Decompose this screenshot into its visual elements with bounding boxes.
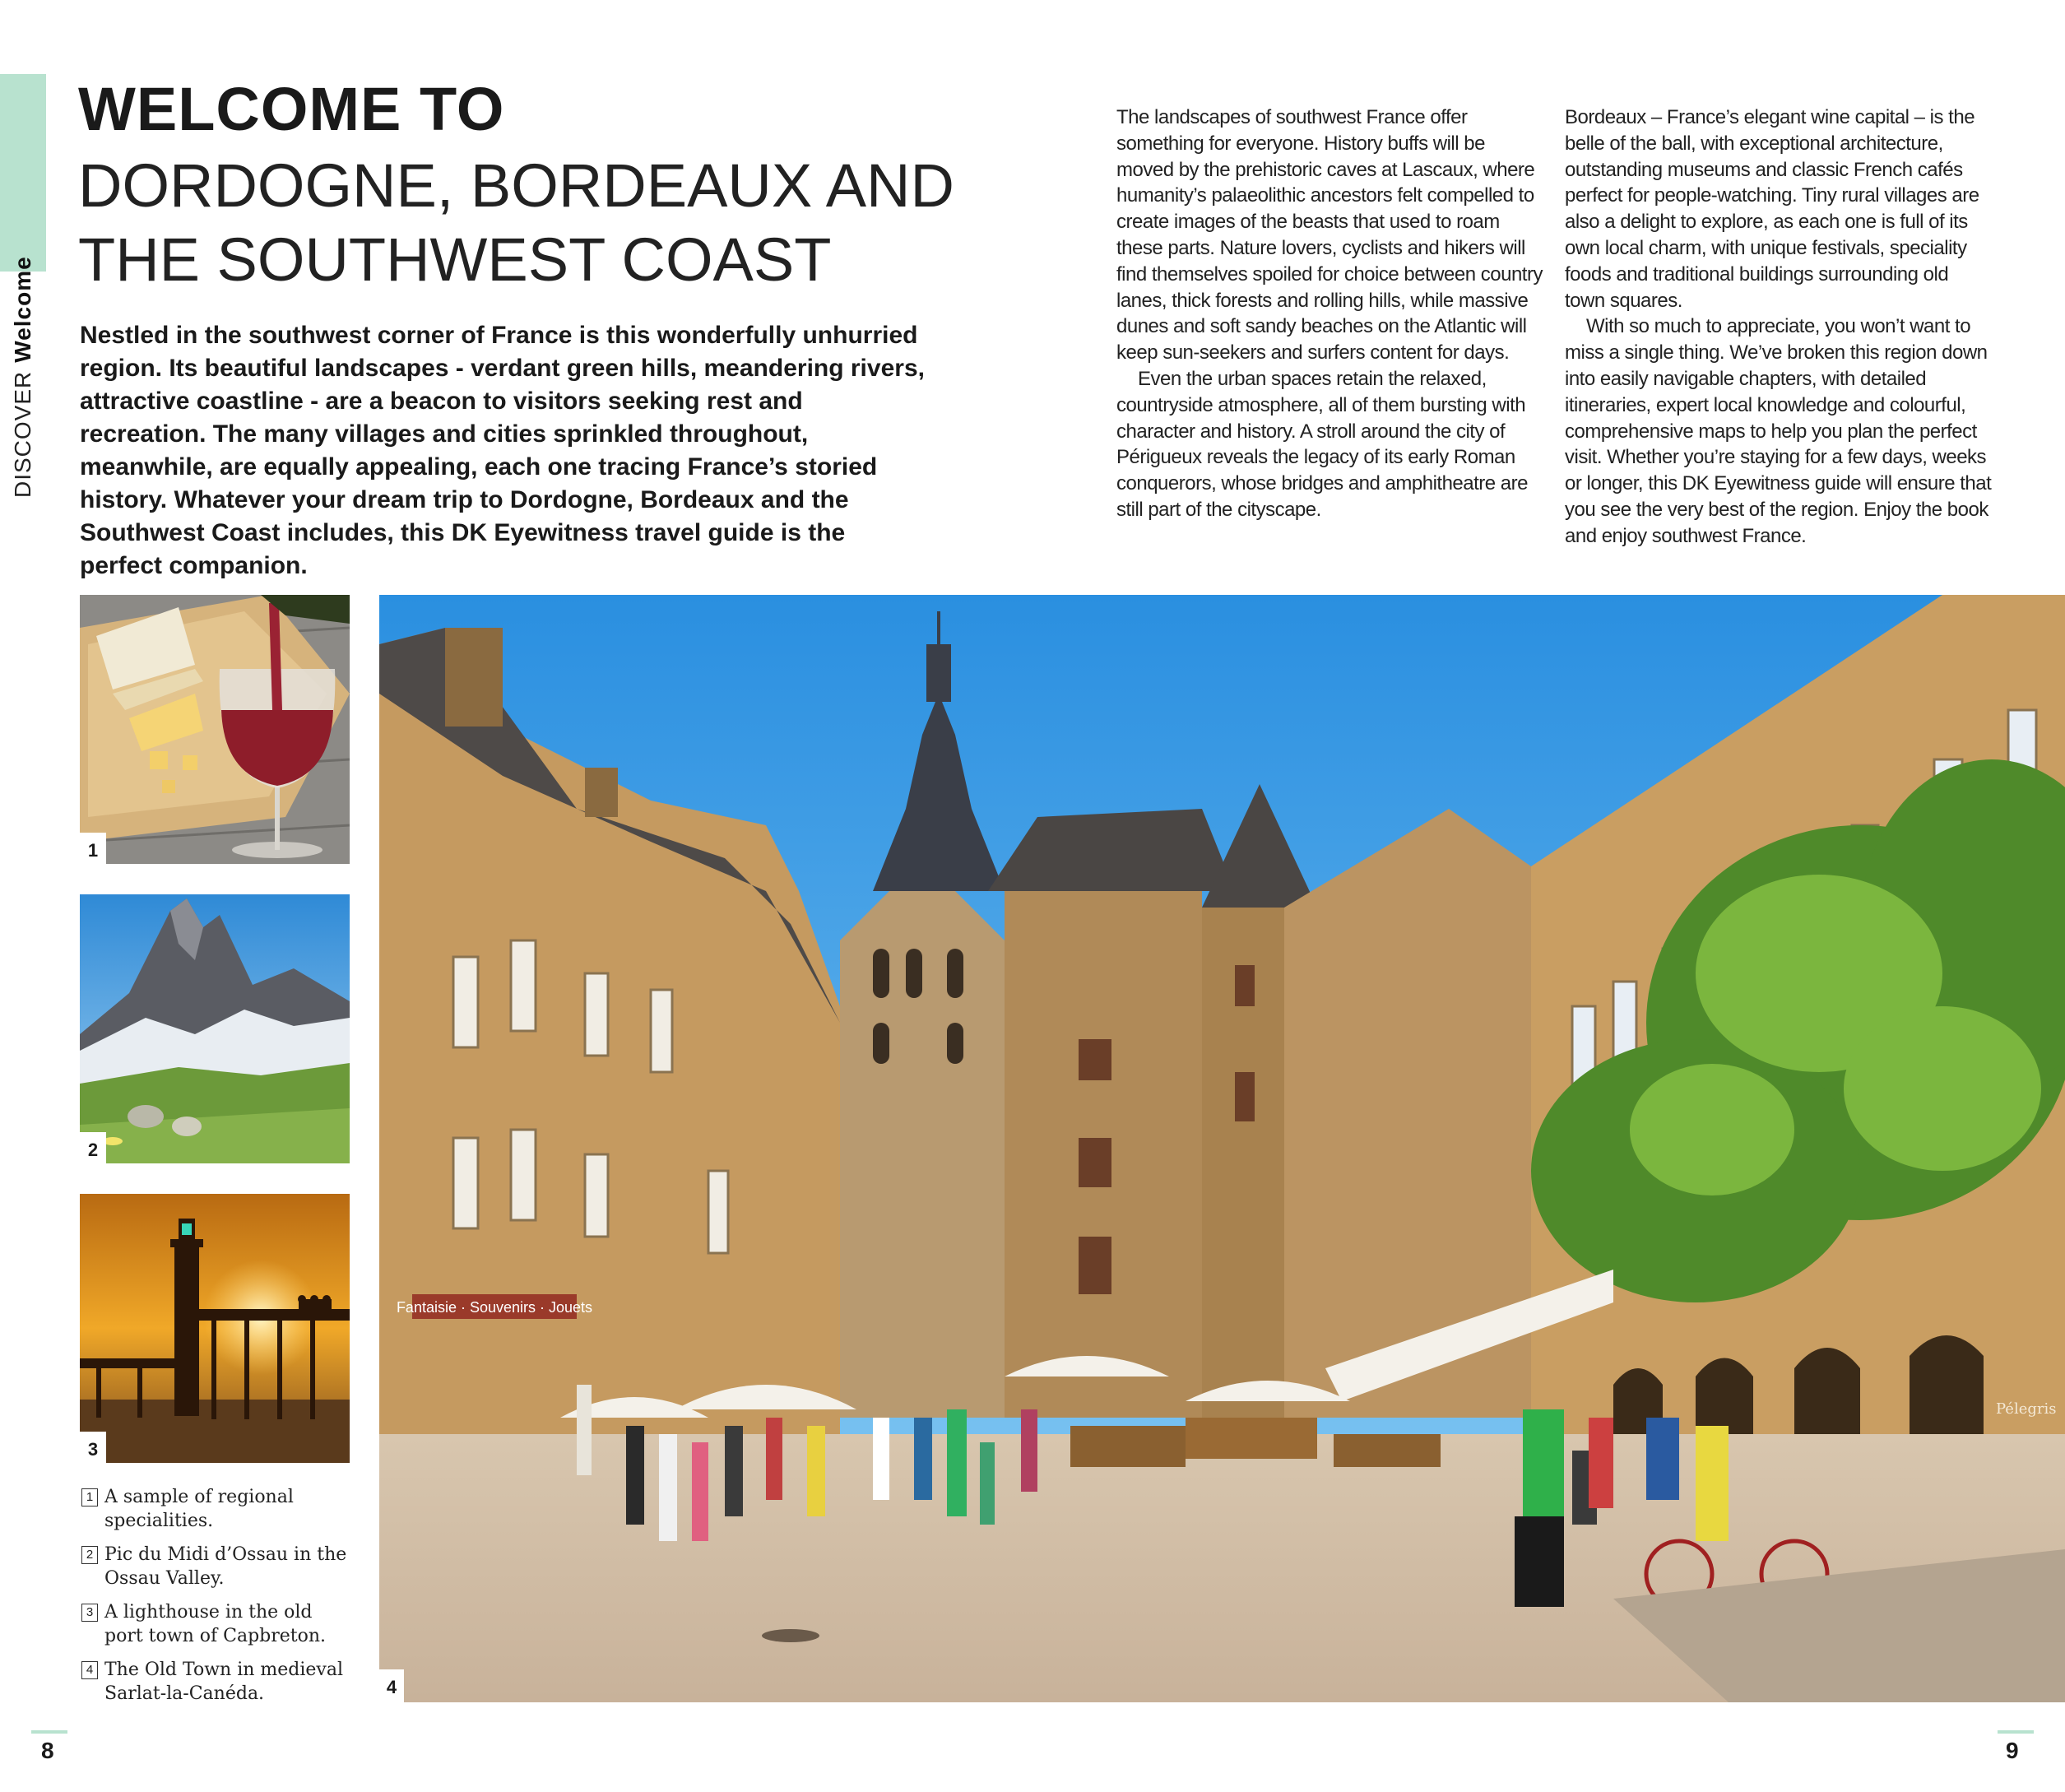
- photo-number: 2: [80, 1132, 106, 1163]
- caption-item: [80, 1658, 351, 1706]
- footer-rule-right: [1998, 1730, 2034, 1734]
- body-column-1: [1116, 104, 1544, 523]
- cafe-sign: Pélegris: [1996, 1400, 2057, 1418]
- photo-number: 1: [80, 833, 106, 864]
- footer-rule-left: [31, 1730, 67, 1734]
- title-line-2: DORDOGNE, BORDEAUX AND: [78, 151, 954, 220]
- photo-pic-du-midi: [80, 894, 350, 1163]
- caption-text: Pic du Midi d’Ossau in the Ossau Valley.: [104, 1544, 347, 1589]
- caption-item: [80, 1485, 351, 1533]
- caption-text: The Old Town in medieval Sarlat-la-Canéda.: [104, 1660, 344, 1704]
- shop-sign: Fantaisie · Souvenirs · Jouets: [396, 1299, 593, 1316]
- body-column-2: [1565, 104, 1993, 550]
- photo-regional-specialities: [80, 595, 350, 864]
- photo-sarlat-old-town: [379, 595, 2065, 1702]
- caption-number: 1: [81, 1488, 98, 1506]
- page-title: [78, 70, 1065, 297]
- caption-number: 3: [81, 1604, 98, 1622]
- title-line-3: THE SOUTHWEST COAST: [78, 225, 832, 294]
- page-number-left: 8: [41, 1738, 54, 1763]
- title-line-1: WELCOME TO: [78, 75, 505, 143]
- caption-list: [80, 1485, 351, 1715]
- photo-capbreton-lighthouse: [80, 1194, 350, 1463]
- caption-number: 2: [81, 1546, 98, 1564]
- page-label: Welcome: [10, 256, 35, 363]
- body-paragraph: Bordeaux – France’s elegant wine capital – is the belle of the ball, with exceptional architecture, outstanding museums and classic French cafés perfect for people-watching. Tiny rural villages are also a delight to explore, as each one is full of its own local charm, with unique festivals, speciality foods and traditional buildings surrounding old town squares.: [1565, 106, 1979, 312]
- caption-item: [80, 1600, 351, 1648]
- section-tab: [0, 74, 46, 272]
- caption-text: A sample of regional specialities.: [104, 1487, 294, 1531]
- page-number-right: 9: [2006, 1738, 2019, 1763]
- photo-number: 4: [379, 1669, 404, 1702]
- intro-paragraph: Nestled in the southwest corner of France is this wonderfully unhurried region. Its beautiful landscapes - verdant green hills, meandering rivers, attractive coastline - are a beacon to visitors seeking rest and recreation. The many villages and cities sprinkled throughout, meanwhile, are equally appealing, each one tracing France’s storied history. Whatever your dream trip to Dordogne, Bordeaux and the Southwest Coast includes, this DK Eyewitness travel guide is the perfect companion.: [80, 322, 925, 579]
- caption-item: [80, 1543, 351, 1590]
- caption-text: A lighthouse in the old port town of Capbreton.: [104, 1602, 327, 1646]
- body-paragraph: Even the urban spaces retain the relaxed, countryside atmosphere, all of them bursting with character and history. A stroll around the city of Périgueux reveals the legacy of its early Roman conquerors, whose bridges and amphitheatre are still part of the cityscape.: [1116, 367, 1528, 521]
- body-paragraph: With so much to appreciate, you won’t want to miss a single thing. We’ve broken this region down into easily navigable chapters, with detailed itineraries, expert local knowledge and colourful, comprehensive maps to help you plan the perfect visit. Whether you’re staying for a few days, weeks or longer, this DK Eyewitness guide will ensure that you see the very best of the region. Enjoy the book and enjoy southwest France.: [1565, 315, 1992, 547]
- section-name: DISCOVER: [10, 370, 35, 498]
- photo-number: 3: [80, 1432, 106, 1463]
- body-paragraph: The landscapes of southwest France offer something for everyone. History buffs will be moved by the prehistoric caves at Lascaux, where humanity’s palaeolithic ancestors felt compelled to create images of the beasts that used to roam these parts. Nature lovers, cyclists and hikers will find themselves spoiled for choice between country lanes, thick forests and rolling hills, while massive dunes and soft sandy beaches on the Atlantic will keep sun-seekers and surfers content for days.: [1116, 106, 1543, 364]
- caption-number: 4: [81, 1661, 98, 1679]
